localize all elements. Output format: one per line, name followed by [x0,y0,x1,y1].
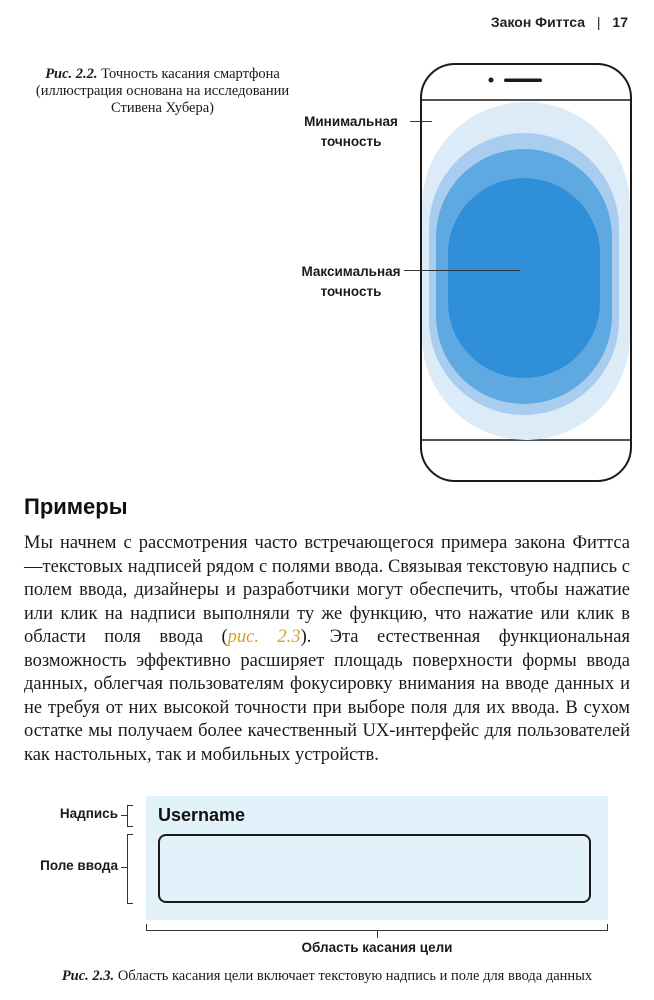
phone-camera-dot [489,78,494,83]
phone-illustration [404,60,634,485]
figure-caption-text: Точность касания смартфона (иллюстрация основана на исследовании Стивена Хубера) [35,66,290,116]
section-heading: Примеры [24,494,128,519]
figure-label: Рис. 2.3. [61,968,115,984]
area-bracket-left [146,924,147,931]
figure-cross-reference[interactable]: рис. 2.3 [227,627,301,647]
page-number: 17 [612,14,628,30]
field-bracket-bottom [127,903,133,904]
label-bracket-top [127,805,133,806]
core-accuracy-zone [448,178,600,378]
figure-label: Рис. 2.2. [45,66,98,82]
body-paragraph [24,532,630,767]
field-bracket-top [127,834,133,835]
label-bracket [127,805,128,827]
label-bracket-bottom [127,826,133,827]
input-field-illustration [158,834,591,903]
area-annotation: Область касания цели [301,940,453,955]
callout-min-line2: точность [320,134,382,149]
area-bracket-center [377,930,378,938]
callout-min-leader [410,121,432,122]
field-annotation: Поле ввода [40,858,118,873]
paragraph-part2: ). Эта естественная функциональная возможность эффективно расширяет площадь поверхности формы ввода данных, облегчая пользователям фокусировку внимания на вводе данных и не требуя от них высокой точности при выборе поля для их ввода. В сухом остатке мы получаем более качественный UX-интерфейс для пользователей как настольных, так и мобильных устройств. [24,627,630,765]
callout-max-accuracy [292,262,410,302]
running-header [491,14,628,30]
paragraph-part1: Мы начнем с рассмотрения часто встречающегося примера закона Фиттса —текстовых надписей рядом с полями ввода. Связывая текстовую надпись с полем ввода, дизайнеры и разработчики могут обеспечить, чтобы нажатие или клик на надписи выполняли ту же функцию, что нажатие или клик в области поля ввода ( [24,533,630,647]
header-separator: | [596,14,601,30]
callout-min-line1: Минимальная [304,114,398,129]
figure-2-3-caption [60,968,594,985]
username-label: Username [158,805,246,825]
figure-2-2-caption [30,66,295,117]
callout-min-accuracy [292,112,410,152]
callout-max-leader [404,270,520,271]
phone-speaker [504,79,542,83]
callout-max-line2: точность [320,284,382,299]
chapter-title: Закон Фиттса [490,14,585,30]
label-annotation: Надпись [59,806,118,821]
callout-max-line1: Максимальная [301,264,401,279]
area-bracket-right [607,924,608,931]
field-bracket [127,834,128,904]
figure-caption-text: Область касания цели включает текстовую надпись и поле для ввода данных [114,968,593,984]
